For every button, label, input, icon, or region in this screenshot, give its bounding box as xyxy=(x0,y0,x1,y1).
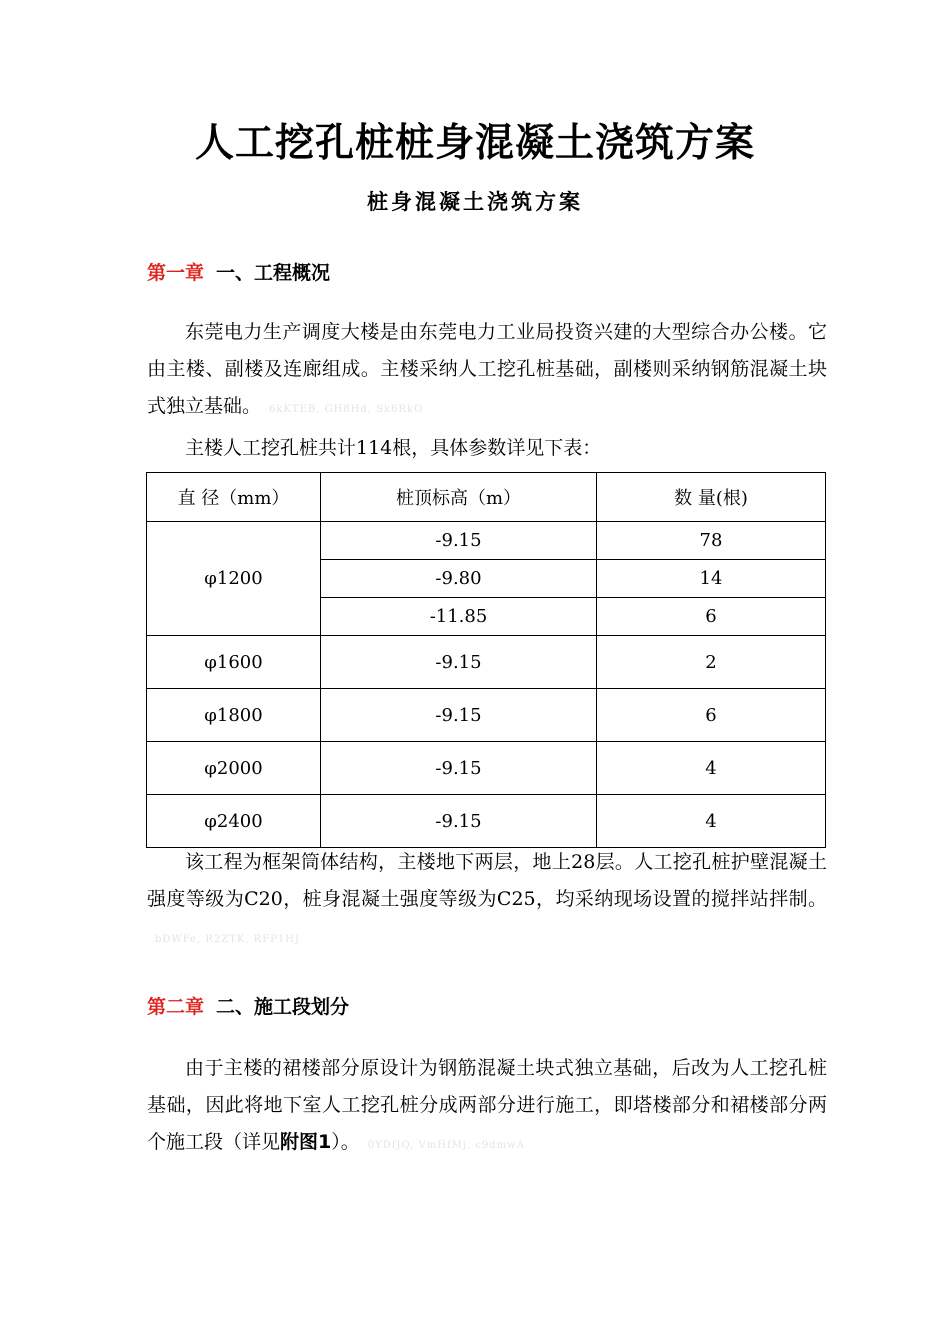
table-row xyxy=(147,795,826,848)
table-row xyxy=(147,522,826,560)
elevation-cell: -9.15 xyxy=(321,522,597,560)
elevation-cell: -9.15 xyxy=(321,636,597,689)
header-count: 数 量(根) xyxy=(597,473,826,522)
count-cell: 14 xyxy=(597,560,826,598)
table-row xyxy=(147,689,826,742)
elevation-cell: -11.85 xyxy=(321,598,597,636)
count-cell: 4 xyxy=(597,795,826,848)
table-row xyxy=(147,636,826,689)
elevation-cell: -9.80 xyxy=(321,560,597,598)
header-diameter: 直 径（mm） xyxy=(147,473,321,522)
elevation-cell: -9.15 xyxy=(321,742,597,795)
count-cell: 6 xyxy=(597,689,826,742)
watermark-text: 0YDfJQ, VmHfMj, c9dmwA xyxy=(367,1140,525,1151)
figure-reference: 附图1 xyxy=(280,1131,332,1153)
diameter-cell: φ1200 xyxy=(147,522,321,636)
chapter1-paragraph-1: 东莞电力生产调度大楼是由东莞电力工业局投资兴建的大型综合办公楼。它由主楼、副楼及连廊组成。主楼采纳人工挖孔桩基础，副楼则采纳钢筋混凝土块式独立基础。 6kKTEB, GH8Hd, Sk6RkO xyxy=(147,321,827,417)
chapter2-paragraph-1: 由于主楼的裙楼部分原设计为钢筋混凝土块式独立基础，后改为人工挖孔桩基础，因此将地下室人工挖孔桩分成两部分进行施工，即塔楼部分和裙楼部分两个施工段（详见附图1）。 0YDfJQ, VmHfMj, c9dmwA xyxy=(147,1057,827,1153)
diameter-cell: φ1600 xyxy=(147,636,321,689)
document-title: 人工挖孔桩桩身混凝土浇筑方案 xyxy=(194,121,755,166)
chapter2-label: 第二章 xyxy=(147,996,205,1018)
chapter1-paragraph-3: 该工程为框架筒体结构，主楼地下两层，地上28层。人工挖孔桩护壁混凝土强度等级为C20，桩身混凝土强度等级为C25，均采纳现场设置的搅拌站拌制。bDWFe, R2ZTK, RFP1HJ xyxy=(147,851,827,945)
watermark-text: bDWFe, R2ZTK, RFP1HJ xyxy=(155,934,300,945)
chapter2-title: 二、施工段划分 xyxy=(216,996,350,1018)
count-cell: 78 xyxy=(597,522,826,560)
chapter2-heading xyxy=(147,992,349,1019)
pile-parameter-table xyxy=(146,472,826,848)
diameter-cell: φ2000 xyxy=(147,742,321,795)
chapter1-paragraph-2: 主楼人工挖孔桩共计114根，具体参数详见下表： xyxy=(185,437,602,459)
table-row xyxy=(147,742,826,795)
document-subtitle: 桩身混凝土浇筑方案 xyxy=(367,190,583,214)
header-elevation: 桩顶标高（m） xyxy=(321,473,597,522)
chapter1-heading xyxy=(147,258,330,285)
chapter1-title: 一、工程概况 xyxy=(216,262,331,284)
elevation-cell: -9.15 xyxy=(321,795,597,848)
chapter1-label: 第一章 xyxy=(147,262,205,284)
diameter-cell: φ2400 xyxy=(147,795,321,848)
diameter-cell: φ1800 xyxy=(147,689,321,742)
table-header-row xyxy=(147,473,826,522)
count-cell: 2 xyxy=(597,636,826,689)
elevation-cell: -9.15 xyxy=(321,689,597,742)
watermark-text: 6kKTEB, GH8Hd, Sk6RkO xyxy=(269,404,424,415)
count-cell: 4 xyxy=(597,742,826,795)
count-cell: 6 xyxy=(597,598,826,636)
